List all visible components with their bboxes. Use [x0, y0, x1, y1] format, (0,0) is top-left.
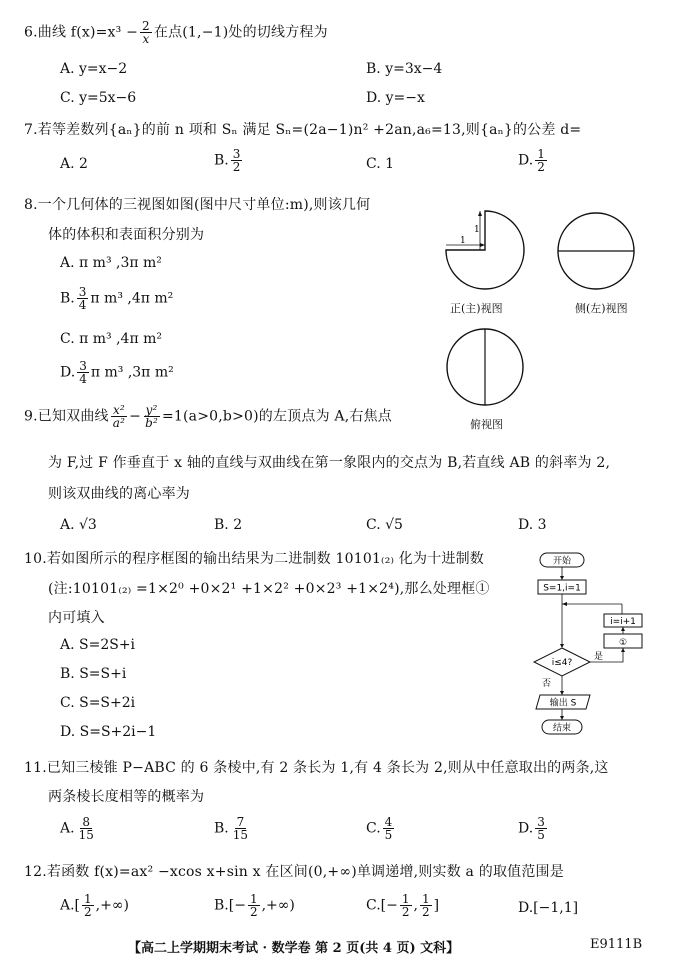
fc-init: S=1,i=1 [543, 583, 581, 594]
q12-option-a: A.[ $\frac{1}{2}$ ,+∞) [60, 892, 129, 919]
q9-stem-line2: 为 F,过 F 作垂直于 x 轴的直线与双曲线在第一象限内的交点为 B,若直线 AB 的斜率为 2, [48, 455, 611, 471]
q6-option-c: C. y=5x−6 [60, 90, 137, 106]
q10-option-b: B. S=S+i [60, 666, 127, 682]
q8-side-view [556, 211, 636, 291]
q8-front-view [440, 205, 540, 295]
q10-flowchart [520, 550, 650, 740]
q9-option-d: D. 3 [518, 517, 547, 533]
q8-stem-line1: 8.一个几何体的三视图如图(图中尺寸单位:m),则该几何 [24, 197, 371, 213]
fc-incr: i=i+1 [610, 617, 636, 627]
fc-proc: ① [618, 638, 628, 648]
q10-option-d: D. S=S+2i−1 [60, 724, 157, 740]
q9-stem-line3: 则该双曲线的离心率为 [48, 486, 190, 502]
q8-option-d: D. $\frac{3}{4}$ π m³ ,3π m² [60, 359, 174, 386]
q7-option-a: A. 2 [60, 156, 88, 172]
q11-option-c: C. $\frac{4}{5}$ [366, 815, 393, 842]
q12-option-d: D.[−1,1] [518, 900, 579, 916]
q8-dim-label-2: 1 [460, 236, 466, 246]
q7-option-d: D. $\frac{1}{2}$ [518, 147, 545, 174]
q12-stem: 12.若函数 f(x)=ax² −xcos x+sin x 在区间(0,+∞)单调递增,则实数 a 的取值范围是 [24, 864, 564, 880]
q8-caption-side: 侧(左)视图 [575, 302, 628, 315]
q9-option-c: C. √5 [366, 517, 403, 533]
q8-option-b: B. $\frac{3}{4}$ π m³ ,4π m² [60, 285, 174, 312]
q10-stem-line3: 内可填入 [48, 610, 105, 626]
q6-option-a: A. y=x−2 [60, 61, 128, 77]
q6-option-d: D. y=−x [366, 90, 425, 106]
q6-stem [24, 20, 328, 45]
q12-option-c: C.[− $\frac{1}{2}$ , $\frac{1}{2}$ ] [366, 892, 440, 919]
page-footer: 【高二上学期期末考试 · 数学卷 第 2 页(共 4 页) 文科】 [128, 941, 460, 956]
q7-stem: 7.若等差数列{aₙ}的前 n 项和 Sₙ 满足 Sₙ=(2a−1)n² +2an,a₆=13,则{aₙ}的公差 d= [24, 122, 582, 138]
fc-yes: 是 [594, 652, 604, 662]
q6-stem-a: 6.曲线 f(x)=x³ − [24, 24, 139, 41]
q8-top-view [445, 327, 525, 407]
q11-stem-line2: 两条棱长度相等的概率为 [48, 789, 205, 805]
q9-stem-line1: 9.已知双曲线 $\frac{\text{x²}}{\text{a²}}$ − $\frac{\text{y²}}{\text{b²}}$ =1(a>0,b>0)的左顶点为 A,右焦点 [24, 403, 392, 430]
q8-caption-top: 俯视图 [470, 418, 503, 431]
q11-option-a: A. $\frac{8}{15}$ [60, 815, 94, 842]
q6-fraction: $\frac{2}{x}$ [142, 19, 150, 46]
q11-option-d: D. $\frac{3}{5}$ [518, 815, 545, 842]
q10-stem-line1: 10.若如图所示的程序框图的输出结果为二进制数 10101₍₂₎ 化为十进制数 [24, 551, 484, 567]
q12-option-b: B.[− $\frac{1}{2}$ ,+∞) [214, 892, 295, 919]
fc-cond: i≤4? [551, 658, 573, 668]
fc-start: 开始 [552, 556, 572, 567]
q8-caption-front: 正(主)视图 [450, 302, 503, 315]
q9-option-b: B. 2 [214, 517, 243, 533]
q7-option-b: B. $\frac{3}{2}$ [214, 147, 241, 174]
q10-option-c: C. S=S+2i [60, 695, 136, 711]
q6-option-b: B. y=3x−4 [366, 61, 443, 77]
q8-stem-line2: 体的体积和表面积分别为 [48, 227, 205, 243]
paper-code: E9111B [590, 937, 643, 952]
q10-stem-line2: (注:10101₍₂₎ =1×2⁰ +0×2¹ +1×2² +0×2³ +1×2⁴),那么处理框① [48, 581, 490, 597]
q7-option-c: C. 1 [366, 156, 395, 172]
q8-option-c: C. π m³ ,4π m² [60, 331, 162, 347]
fc-no: 否 [542, 679, 552, 689]
fc-end: 结束 [552, 723, 572, 734]
q6-stem-b: 在点(1,−1)处的切线方程为 [153, 24, 328, 41]
q11-stem-line1: 11.已知三棱锥 P−ABC 的 6 条棱中,有 2 条长为 1,有 4 条长为 2,则从中任意取出的两条,这 [24, 760, 609, 776]
fc-output: 输出 S [549, 698, 577, 709]
q11-option-b: B. $\frac{7}{15}$ [214, 815, 249, 842]
q10-option-a: A. S=2S+i [60, 637, 136, 653]
q8-dim-label-1: 1 [474, 225, 480, 235]
q9-option-a: A. √3 [60, 517, 97, 533]
q8-option-a: A. π m³ ,3π m² [60, 255, 162, 271]
